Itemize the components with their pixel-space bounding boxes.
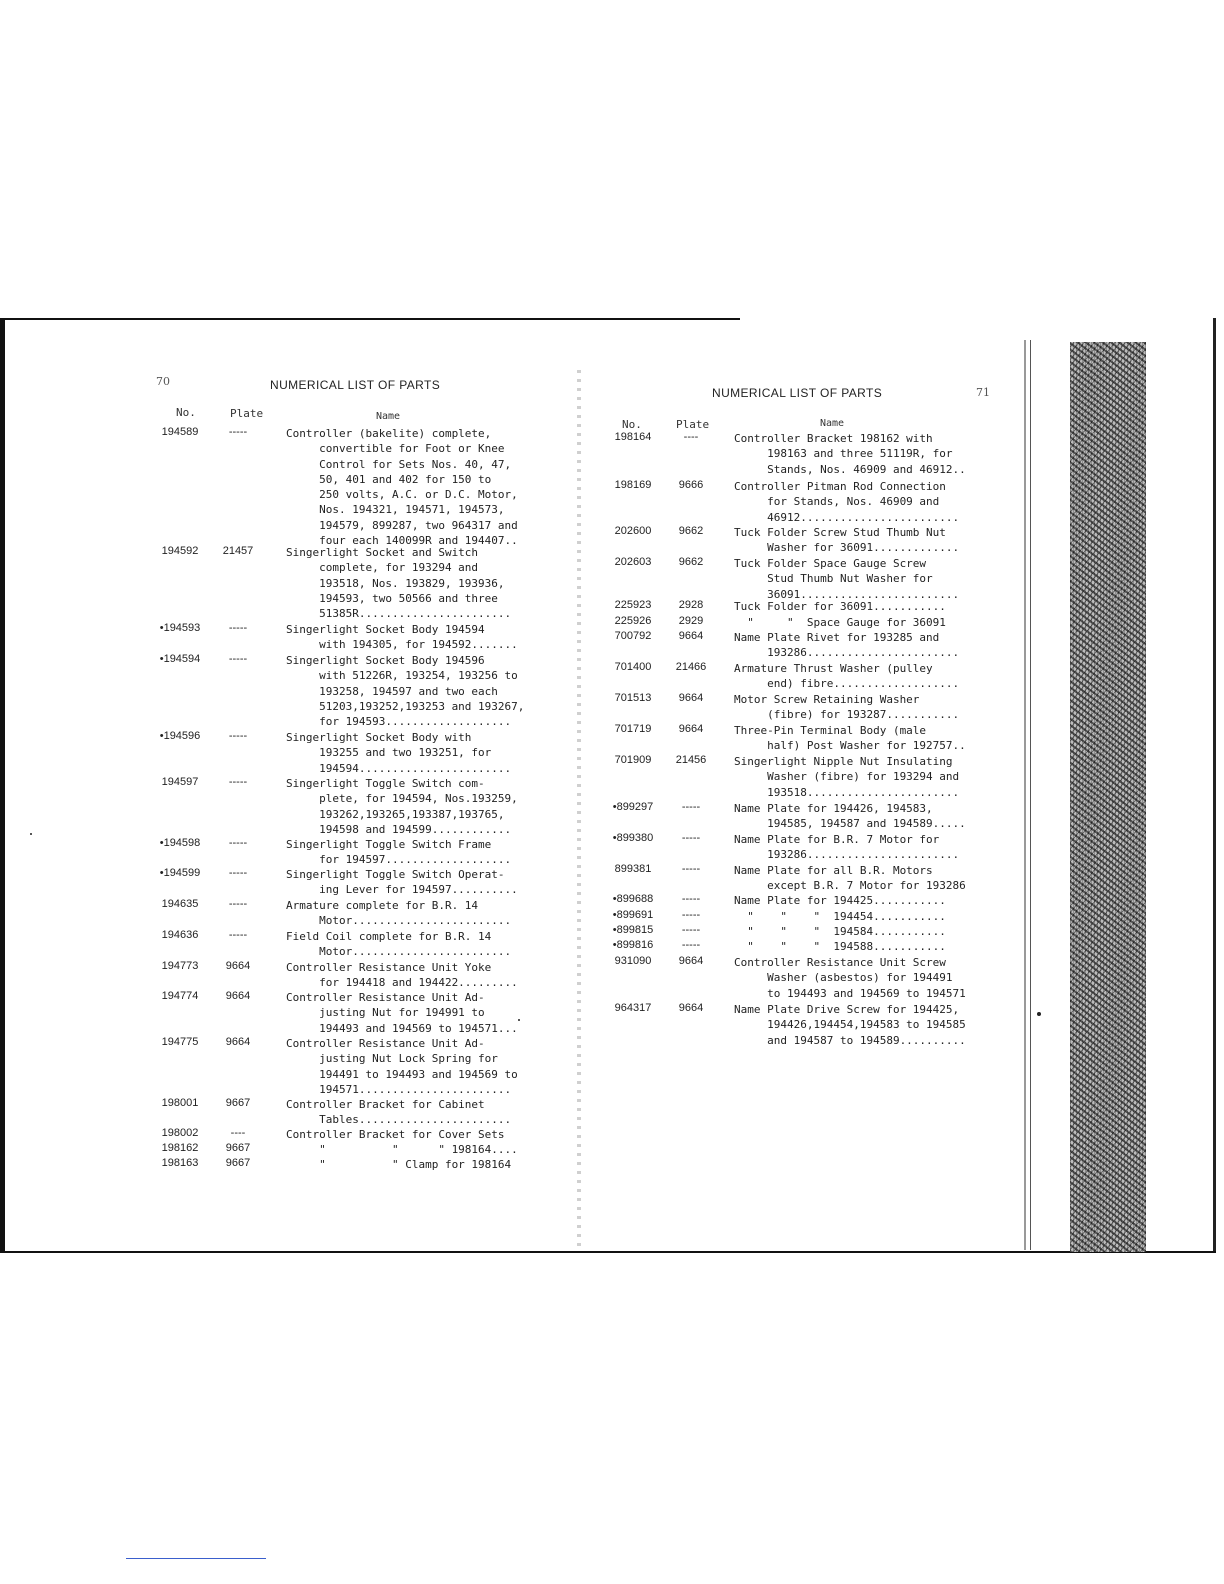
left-header-plate: Plate	[230, 407, 264, 420]
right-page-title: NUMERICAL LIST OF PARTS	[712, 386, 883, 400]
part-name-line: 194491 to 194493 and 194569 to	[286, 1067, 518, 1081]
part-name-line: Motor........................	[286, 945, 512, 959]
part-number: 198164	[614, 431, 652, 443]
part-name-line: for 194597...................	[286, 853, 512, 867]
part-name-line: Controller Resistance Unit Ad-	[286, 1037, 485, 1050]
part-number: •899816	[612, 939, 654, 951]
right-header-plate: Plate	[676, 418, 710, 431]
part-name-line: Tuck Folder Space Gauge Screw	[734, 557, 927, 570]
scan-speck	[1037, 1012, 1041, 1016]
part-name-line: Tuck Folder for 36091...........	[734, 600, 946, 613]
part-number: 202603	[614, 556, 652, 568]
part-name-line: Nos. 194321, 194571, 194573,	[286, 503, 505, 517]
part-name	[286, 1097, 511, 1128]
part-name-line: Controller Bracket for Cabinet	[286, 1098, 485, 1111]
part-name	[734, 939, 946, 954]
part-name-line: " " " 198164....	[286, 1143, 518, 1156]
part-name	[734, 754, 959, 800]
plate-number: -----	[681, 893, 701, 905]
scan-speck	[30, 833, 32, 835]
plate-number: 2929	[678, 615, 704, 627]
part-name	[286, 929, 511, 960]
part-number: 701909	[614, 754, 652, 766]
part-name-line: and 194587 to 194589..........	[734, 1033, 966, 1047]
plate-number: 21457	[222, 545, 254, 557]
scan-noise-strip	[1070, 342, 1146, 1252]
part-name-line: 193286.......................	[734, 646, 960, 660]
plate-number: 21466	[675, 661, 707, 673]
plate-number: 9667	[225, 1142, 251, 1154]
plate-number: -----	[681, 924, 701, 936]
left-page-parts-list	[145, 426, 525, 1186]
part-name	[734, 525, 959, 556]
part-name-line: Tuck Folder Screw Stud Thumb Nut	[734, 526, 946, 539]
part-name	[734, 630, 959, 661]
part-name-line: for Stands, Nos. 46909 and	[734, 495, 940, 509]
part-name-line: 193255 and two 193251, for	[286, 746, 492, 760]
part-name-line: 193286.......................	[734, 848, 960, 862]
part-name-line: 51203,193252,193253 and 193267,	[286, 699, 525, 713]
part-name-line: Controller Bracket for Cover Sets	[286, 1128, 505, 1141]
part-name-line: ing Lever for 194597..........	[286, 883, 518, 897]
part-number: 225926	[614, 615, 652, 627]
part-name-line: Control for Sets Nos. 40, 47,	[286, 457, 512, 471]
part-name-line: Controller Resistance Unit Screw	[734, 956, 946, 969]
part-name	[286, 898, 511, 929]
right-page-parts-list	[598, 431, 968, 1051]
part-name-line: " " Space Gauge for 36091	[734, 616, 946, 629]
part-number: 194773	[161, 960, 199, 972]
part-name-line: Motor Screw Retaining Washer	[734, 693, 920, 706]
part-name-line: 193262,193265,193387,193765,	[286, 807, 505, 821]
part-name-line: for 194418 and 194422.........	[286, 976, 518, 990]
part-name-line: Singerlight Socket Body 194596	[286, 654, 485, 667]
scan-speck	[518, 1019, 520, 1021]
part-name-line: " " " 194584...........	[734, 925, 946, 938]
part-name	[734, 955, 966, 1001]
part-number: 964317	[614, 1002, 652, 1014]
part-number: 701513	[614, 692, 652, 704]
part-name-line: for 194593...................	[286, 715, 512, 729]
part-number: •899380	[612, 832, 654, 844]
plate-number: 9667	[225, 1097, 251, 1109]
part-name	[734, 556, 959, 602]
part-number: 198001	[161, 1097, 199, 1109]
part-name	[734, 863, 966, 894]
part-name-line: 194585, 194587 and 194589.....	[734, 817, 966, 831]
part-name	[734, 615, 946, 630]
part-name-line: 194594.......................	[286, 761, 512, 775]
plate-number: -----	[228, 867, 248, 879]
part-number: 225923	[614, 599, 652, 611]
part-name	[734, 924, 946, 939]
part-name-line: half) Post Washer for 192757..	[734, 739, 966, 753]
plate-number: 9666	[678, 479, 704, 491]
part-name-line: 46912........................	[734, 510, 960, 524]
part-name-line: Washer (fibre) for 193294 and	[734, 770, 960, 784]
part-number: •194598	[159, 837, 201, 849]
part-number: 198169	[614, 479, 652, 491]
part-name-line: Singerlight Socket and Switch	[286, 546, 479, 559]
part-name-line: Three-Pin Terminal Body (male	[734, 724, 927, 737]
part-name-line: 250 volts, A.C. or D.C. Motor,	[286, 488, 518, 502]
part-number: 194589	[161, 426, 199, 438]
part-name-line: Name Plate for B.R. 7 Motor for	[734, 833, 940, 846]
part-number: 194774	[161, 990, 199, 1002]
plate-number: 9662	[678, 525, 704, 537]
part-name-line: complete, for 193294 and	[286, 561, 479, 575]
part-name-line: with 194305, for 194592.......	[286, 638, 518, 652]
plate-number: -----	[228, 426, 248, 438]
plate-number: 21456	[675, 754, 707, 766]
page-fold-edge	[1030, 340, 1031, 1250]
part-name-line: (fibre) for 193287...........	[734, 708, 960, 722]
part-name	[286, 1157, 511, 1172]
part-name-line: " " " 194454...........	[734, 910, 946, 923]
plate-number: -----	[228, 929, 248, 941]
part-name-line: " " " 194588...........	[734, 940, 946, 953]
part-name-line: Armature Thrust Washer (pulley	[734, 662, 933, 675]
scan-top-edge	[0, 318, 740, 320]
plate-number: -----	[681, 863, 701, 875]
part-number: •899691	[612, 909, 654, 921]
part-number: •899815	[612, 924, 654, 936]
part-name	[734, 661, 959, 692]
part-name-line: Tables.......................	[286, 1113, 512, 1127]
plate-number: 9662	[678, 556, 704, 568]
part-name-line: Field Coil complete for B.R. 14	[286, 930, 492, 943]
part-name-line: to 194493 and 194569 to 194571	[734, 986, 966, 1000]
part-name-line: 194579, 899287, two 964317 and	[286, 518, 518, 532]
part-name-line: 194493 and 194569 to 194571...	[286, 1021, 518, 1035]
part-name	[734, 479, 959, 525]
part-name-line: Controller Bracket 198162 with	[734, 432, 933, 445]
part-name	[286, 653, 524, 729]
plate-number: -----	[681, 832, 701, 844]
part-number: 198163	[161, 1157, 199, 1169]
left-header-name: Name	[376, 411, 401, 422]
plate-number: -----	[228, 898, 248, 910]
part-name-line: Controller Resistance Unit Ad-	[286, 991, 485, 1004]
part-name-line: Singerlight Toggle Switch Frame	[286, 838, 492, 851]
part-name-line: Singerlight Nipple Nut Insulating	[734, 755, 953, 768]
part-name-line: 198163 and three 51119R, for	[734, 447, 953, 461]
part-name-line: Controller Resistance Unit Yoke	[286, 961, 492, 974]
scan-left-edge	[0, 318, 5, 1253]
part-name-line: Name Plate Rivet for 193285 and	[734, 631, 940, 644]
part-number: 701400	[614, 661, 652, 673]
part-name-line: 194593, two 50566 and three	[286, 591, 498, 605]
part-name	[286, 1036, 518, 1097]
plate-number: -----	[228, 837, 248, 849]
part-name-line: 194598 and 194599............	[286, 822, 512, 836]
part-name-line: convertible for Foot or Knee	[286, 442, 505, 456]
plate-number: ----	[230, 1127, 246, 1139]
part-number: 194636	[161, 929, 199, 941]
part-number: 899381	[614, 863, 652, 875]
part-name-line: 50, 401 and 402 for 150 to	[286, 472, 492, 486]
part-name-line: four each 140099R and 194407..	[286, 534, 518, 548]
part-name	[734, 431, 966, 477]
part-number: 931090	[614, 955, 652, 967]
part-name	[286, 1142, 518, 1157]
plate-number: -----	[228, 776, 248, 788]
part-name-line: justing Nut for 194991 to	[286, 1006, 485, 1020]
part-number: 194635	[161, 898, 199, 910]
part-name-line: 36091........................	[734, 587, 960, 601]
part-name-line: Singerlight Socket Body 194594	[286, 623, 485, 636]
plate-number: 9667	[225, 1157, 251, 1169]
part-name	[734, 893, 946, 908]
part-name-line: " " Clamp for 198164	[286, 1158, 512, 1171]
part-name-line: 194571.......................	[286, 1082, 512, 1096]
part-name-line: Washer (asbestos) for 194491	[734, 971, 953, 985]
plate-number: 9664	[678, 723, 704, 735]
plate-number: -----	[228, 730, 248, 742]
part-number: •899297	[612, 801, 654, 813]
plate-number: -----	[681, 801, 701, 813]
plate-number: -----	[228, 622, 248, 634]
part-name	[734, 909, 946, 924]
part-name	[286, 622, 518, 653]
part-name-line: with 51226R, 193254, 193256 to	[286, 669, 518, 683]
scan-bottom-edge	[0, 1251, 1216, 1253]
part-number: 194592	[161, 545, 199, 557]
part-name-line: 51385R.......................	[286, 607, 512, 621]
page-fold-shadow	[1024, 340, 1026, 1250]
part-name-line: Singerlight Toggle Switch Operat-	[286, 868, 505, 881]
part-number: •194593	[159, 622, 201, 634]
part-number: 198162	[161, 1142, 199, 1154]
plate-number: -----	[228, 653, 248, 665]
part-name-line: end) fibre...................	[734, 677, 960, 691]
part-name-line: Singerlight Toggle Switch com-	[286, 777, 485, 790]
plate-number: 9664	[225, 960, 251, 972]
part-name	[734, 832, 959, 863]
part-number: 700792	[614, 630, 652, 642]
left-page-number: 70	[156, 375, 170, 388]
part-number: •194594	[159, 653, 201, 665]
part-name	[734, 801, 966, 832]
part-number: •194596	[159, 730, 201, 742]
part-name-line: 193258, 194597 and two each	[286, 684, 498, 698]
part-name-line: justing Nut Lock Spring for	[286, 1052, 498, 1066]
part-name-line: Armature complete for B.R. 14	[286, 899, 479, 912]
part-number: 194597	[161, 776, 199, 788]
part-name-line: Controller Pitman Rod Connection	[734, 480, 946, 493]
plate-number: 2928	[678, 599, 704, 611]
plate-number: ----	[683, 431, 699, 443]
plate-number: -----	[681, 909, 701, 921]
book-gutter	[577, 370, 581, 1250]
part-name-line: Motor........................	[286, 914, 512, 928]
part-number: 194775	[161, 1036, 199, 1048]
left-header-no: No.	[176, 406, 196, 419]
part-name-line: 193518, Nos. 193829, 193936,	[286, 576, 505, 590]
part-name-line: Washer for 36091.............	[734, 541, 960, 555]
part-name	[734, 692, 959, 723]
part-number: •194599	[159, 867, 201, 879]
scan-right-edge	[1213, 318, 1216, 1253]
part-name-line: 193518.......................	[734, 785, 960, 799]
part-name	[286, 960, 518, 991]
plate-number: 9664	[678, 692, 704, 704]
part-number: 198002	[161, 1127, 199, 1139]
part-name-line: except B.R. 7 Motor for 193286	[734, 879, 966, 893]
part-name-line: plete, for 194594, Nos.193259,	[286, 792, 518, 806]
part-name-line: 194426,194454,194583 to 194585	[734, 1018, 966, 1032]
part-name	[734, 1002, 966, 1048]
part-name-line: Name Plate for 194426, 194583,	[734, 802, 933, 815]
part-name	[286, 776, 518, 837]
plate-number: 9664	[678, 955, 704, 967]
right-header-no: No.	[622, 418, 642, 431]
part-name	[734, 599, 946, 614]
part-name-line: Controller (bakelite) complete,	[286, 427, 492, 440]
part-name	[286, 990, 518, 1036]
plate-number: 9664	[225, 1036, 251, 1048]
part-name	[286, 837, 511, 868]
part-name	[286, 545, 511, 621]
part-number: 202600	[614, 525, 652, 537]
part-name-line: Name Plate for 194425...........	[734, 894, 946, 907]
part-name	[286, 1127, 505, 1142]
part-name	[734, 723, 966, 754]
plate-number: 9664	[678, 1002, 704, 1014]
part-number: •899688	[612, 893, 654, 905]
part-name-line: Singerlight Socket Body with	[286, 731, 472, 744]
plate-number: -----	[681, 939, 701, 951]
right-header-name: Name	[820, 418, 845, 429]
part-name	[286, 730, 511, 776]
part-name-line: Stud Thumb Nut Washer for	[734, 572, 933, 586]
part-name-line: Name Plate for all B.R. Motors	[734, 864, 933, 877]
bottom-underline	[126, 1558, 266, 1559]
plate-number: 9664	[678, 630, 704, 642]
part-name	[286, 426, 518, 548]
plate-number: 9664	[225, 990, 251, 1002]
part-number: 701719	[614, 723, 652, 735]
right-page-number: 71	[976, 386, 990, 399]
part-name-line: Stands, Nos. 46909 and 46912..	[734, 462, 966, 476]
part-name-line: Name Plate Drive Screw for 194425,	[734, 1003, 960, 1016]
left-page-title: NUMERICAL LIST OF PARTS	[270, 378, 441, 392]
part-name	[286, 867, 518, 898]
